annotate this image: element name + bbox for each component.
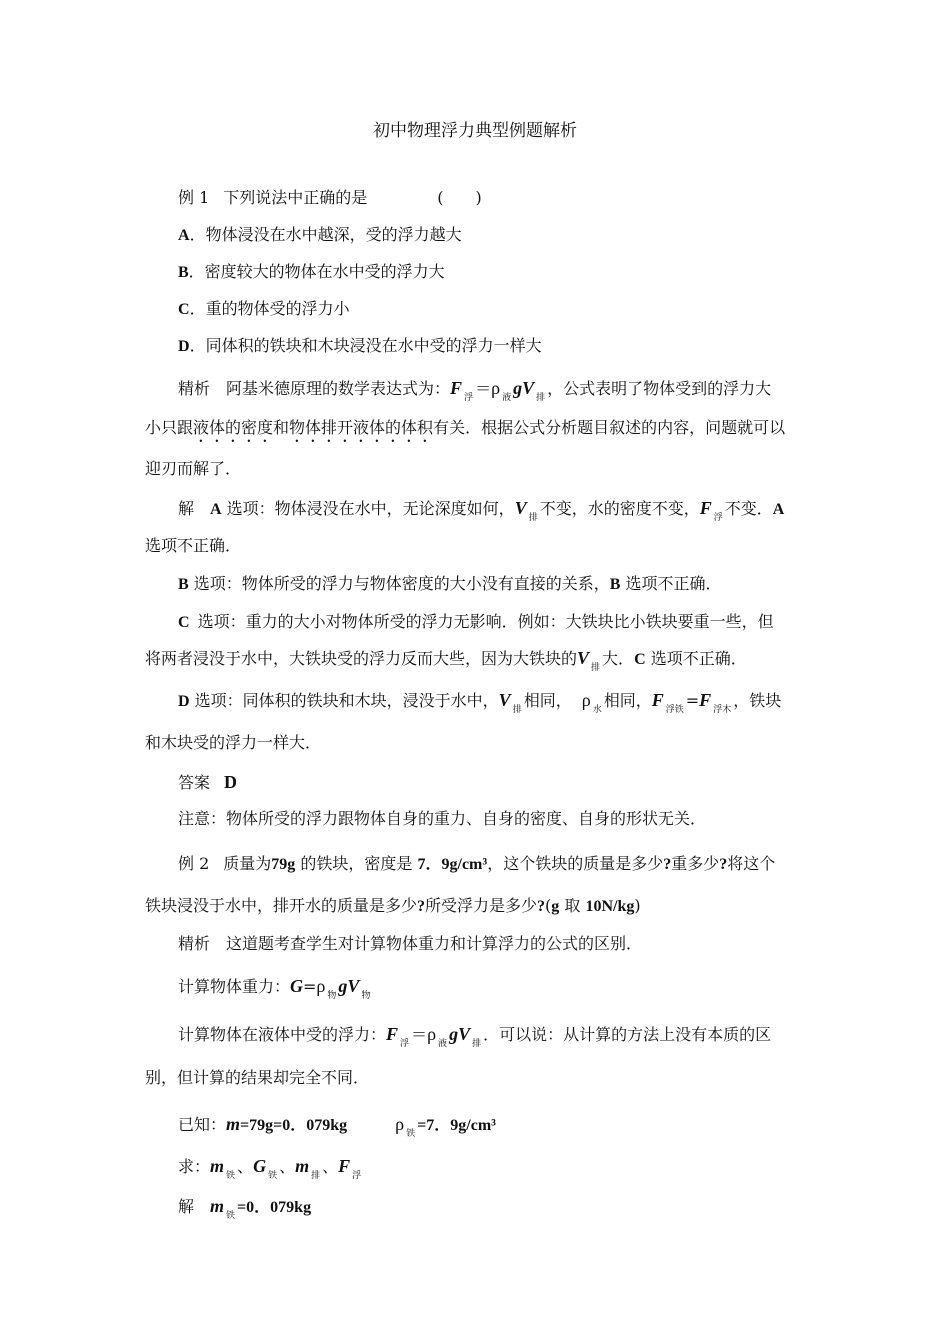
option-letter: B: [609, 576, 621, 593]
solution-text: 相同，: [523, 691, 572, 710]
separator: 、: [279, 1157, 296, 1176]
subscript: 物: [327, 991, 337, 1001]
solution-a-line-2: 选项不正确．: [145, 536, 242, 555]
option-letter: D: [178, 693, 190, 710]
subscript: 水: [592, 705, 602, 715]
formula-f: F: [699, 498, 712, 518]
subscript: 浮: [400, 1039, 410, 1049]
option-text: ．密度较大的物体在水中受的浮力大: [188, 262, 445, 281]
option-letter: C: [634, 651, 646, 668]
solution-text: 大．: [602, 649, 635, 668]
subscript: 浮木: [713, 705, 732, 715]
example-2-label: 例 2: [178, 854, 210, 873]
analysis-text: 有关．根据公式分析题目叙述的内容，问题就可以: [433, 418, 786, 437]
solution-mass: =0．079kg: [237, 1199, 312, 1216]
formula-rho: ρ: [581, 690, 591, 710]
analysis-label: 精析: [178, 379, 211, 398]
question-text: 下列说法中正确的是: [223, 188, 368, 207]
example-1-label: 例 1: [178, 188, 210, 207]
example-2-analysis: [178, 932, 642, 956]
answer-line: [178, 770, 237, 795]
solution-text: 选项不正确．: [650, 649, 747, 668]
option-a: [178, 223, 462, 248]
answer-value: D: [224, 772, 238, 792]
known-mass: =79g=0．079kg: [240, 1117, 348, 1134]
separator: 、: [322, 1157, 339, 1176]
solution-text: 不变．: [724, 499, 773, 518]
known-line: [178, 1112, 496, 1140]
separator: 、: [237, 1157, 254, 1176]
formula-f: F: [450, 378, 463, 398]
solution-c-line-2: [145, 646, 747, 674]
symbol-m: m: [295, 1156, 310, 1176]
option-text: ．重的物体受的浮力小: [189, 299, 350, 318]
example-1-question: [178, 186, 482, 210]
subscript: 排: [591, 663, 601, 673]
formula-eq: =: [685, 691, 700, 710]
known-density: =7．9g/cm³: [417, 1117, 496, 1134]
analysis-text: 阿基米德原理的数学表达式为：: [226, 379, 451, 398]
subscript: 浮铁: [665, 705, 684, 715]
solution-text: 选项：物体所受的浮力与物体密度的大小没有直接的关系，: [193, 574, 610, 593]
subscript: 铁: [226, 1211, 236, 1221]
solution-text: 选项：重力的大小对物体所受的浮力无影响．例如：大铁块比小铁块要重一些，但: [197, 612, 774, 631]
question-text: 取: [564, 896, 581, 915]
subscript: 铁: [406, 1129, 416, 1139]
formula-g: G: [290, 976, 304, 996]
paren: ): [634, 896, 641, 915]
solution-text: ，铁块: [733, 691, 782, 710]
solution-label: 解: [178, 499, 195, 518]
gravity-formula-line: [178, 974, 372, 1002]
solution-line: [178, 1194, 311, 1222]
solution-d-line-1: [178, 688, 781, 716]
formula-v: V: [577, 648, 590, 668]
formula-v: V: [514, 498, 527, 518]
solution-d-line-2: 和木块受的浮力一样大．: [145, 733, 322, 752]
subscript: 液: [438, 1039, 448, 1049]
question-text: ，这个铁块的质量是多少: [487, 854, 664, 873]
value-density: 7．9g/cm³: [417, 856, 488, 873]
symbol-g: G: [253, 1156, 267, 1176]
solution-b: [178, 572, 722, 597]
option-b: [178, 260, 445, 285]
symbol-m: m: [210, 1156, 225, 1176]
analysis-text: ．可以说：从计算的方法上没有本质的区: [483, 1025, 772, 1044]
option-letter: A: [178, 227, 190, 244]
example-2-line-2: [145, 894, 641, 919]
subscript: 铁: [268, 1171, 278, 1181]
analysis-text: 这道题考查学生对计算物体重力和计算浮力的公式的区别．: [226, 934, 643, 953]
value-mass: 79g: [271, 856, 296, 873]
analysis-line-1: [178, 376, 771, 404]
question-text: 将这个: [727, 854, 776, 873]
option-text: ．同体积的铁块和木块浸没在水中受的浮力一样大: [189, 336, 542, 355]
formula-v: V: [498, 690, 511, 710]
formula-label: 计算物体重力：: [178, 977, 291, 996]
paren: (: [545, 896, 552, 915]
buoyancy-formula-line: [178, 1022, 771, 1050]
solution-text: 选项：同体积的铁块和木块，浸没于水中，: [194, 691, 499, 710]
solution-text: 相同，: [603, 691, 652, 710]
example-2-line-1: [178, 852, 775, 877]
subscript: 排: [472, 1039, 482, 1049]
answer-label: 答案: [178, 773, 211, 792]
option-letter: B: [178, 264, 189, 281]
formula-gv: gV: [338, 976, 360, 996]
formula-gv: gV: [513, 378, 535, 398]
subscript: 排: [528, 513, 538, 523]
question-mark: ?: [537, 898, 546, 915]
solution-text: 选项：物体浸没在水中，无论深度如何，: [226, 499, 515, 518]
option-letter: C: [178, 301, 190, 318]
solution-c-line-1: [178, 610, 774, 635]
value-g: 10N/kg: [585, 898, 635, 915]
subscript: 排: [311, 1171, 321, 1181]
option-letter: C: [178, 614, 190, 631]
solution-text: 不变，水的密度不变，: [539, 499, 700, 518]
solution-label: 解: [178, 1197, 195, 1216]
analysis-text: 小只跟: [145, 418, 194, 437]
symbol-f: F: [338, 1156, 351, 1176]
subscript: 物: [361, 991, 371, 1001]
symbol-m: m: [210, 1196, 225, 1216]
formula-rho: ρ: [316, 976, 326, 996]
formula-f: F: [386, 1024, 399, 1044]
formula-eq: ＝: [475, 379, 492, 398]
option-d: [178, 334, 542, 359]
note-line: 注意：物体所受的浮力跟物体自身的重力、自身的密度、自身的形状无关．: [178, 809, 707, 828]
solution-text: 选项不正确．: [625, 574, 722, 593]
question-text: 重多少: [671, 854, 720, 873]
solution-a-line-1: [178, 496, 784, 524]
option-text: ．物体浸没在水中越深，受的浮力越大: [189, 225, 462, 244]
formula-rho: ρ: [395, 1114, 405, 1134]
analysis-label: 精析: [178, 934, 211, 953]
formula-label: 计算物体在液体中受的浮力：: [178, 1025, 387, 1044]
question-text: 所受浮力是多少: [425, 896, 538, 915]
formula-f: F: [699, 690, 712, 710]
analysis-line-2: [145, 416, 785, 446]
option-letter: B: [178, 576, 189, 593]
solution-text: 将两者浸没于水中，大铁块受的浮力反而大些，因为大铁块的: [145, 649, 578, 668]
buoyancy-line-2: 别，但计算的结果却完全不同．: [145, 1068, 370, 1087]
emphasized-text: 物体排开液体的体积: [289, 418, 434, 437]
analysis-text: ，公式表明了物体受到的浮力大: [547, 379, 772, 398]
emphasized-text: 液体的密度: [193, 418, 274, 437]
question-text: 的铁块，密度是: [300, 854, 413, 873]
question-mark: ?: [663, 856, 672, 873]
option-c: [178, 297, 350, 322]
formula-gv: gV: [449, 1024, 471, 1044]
formula-eq: ＝: [411, 1025, 428, 1044]
symbol-m: m: [226, 1114, 241, 1134]
option-letter: A: [210, 501, 222, 518]
subscript: 液: [502, 393, 512, 403]
formula-rho: ρ: [491, 378, 501, 398]
option-letter: A: [772, 501, 785, 518]
option-letter: D: [178, 338, 190, 355]
analysis-text: 和: [273, 418, 290, 437]
subscript: 排: [536, 393, 546, 403]
formula-f: F: [651, 690, 664, 710]
question-mark: ?: [417, 898, 426, 915]
question-mark: ?: [719, 856, 728, 873]
subscript: 浮: [464, 393, 474, 403]
question-text: 铁块浸没于水中，排开水的质量是多少: [145, 896, 418, 915]
subscript: 浮: [713, 513, 723, 523]
seek-label: 求：: [178, 1157, 211, 1176]
question-text: 质量为: [223, 854, 272, 873]
subscript: 浮: [352, 1171, 362, 1181]
subscript: 排: [512, 705, 522, 715]
page-title: 初中物理浮力典型例题解析: [373, 121, 577, 141]
formula-eq: =: [303, 977, 317, 996]
subscript: 铁: [226, 1171, 236, 1181]
seek-line: [178, 1154, 363, 1182]
answer-blank: ( ): [437, 188, 482, 207]
symbol-g: g: [551, 898, 560, 915]
known-label: 已知：: [178, 1115, 227, 1134]
formula-rho: ρ: [427, 1024, 437, 1044]
analysis-line-3: 迎刃而解了．: [145, 459, 242, 478]
